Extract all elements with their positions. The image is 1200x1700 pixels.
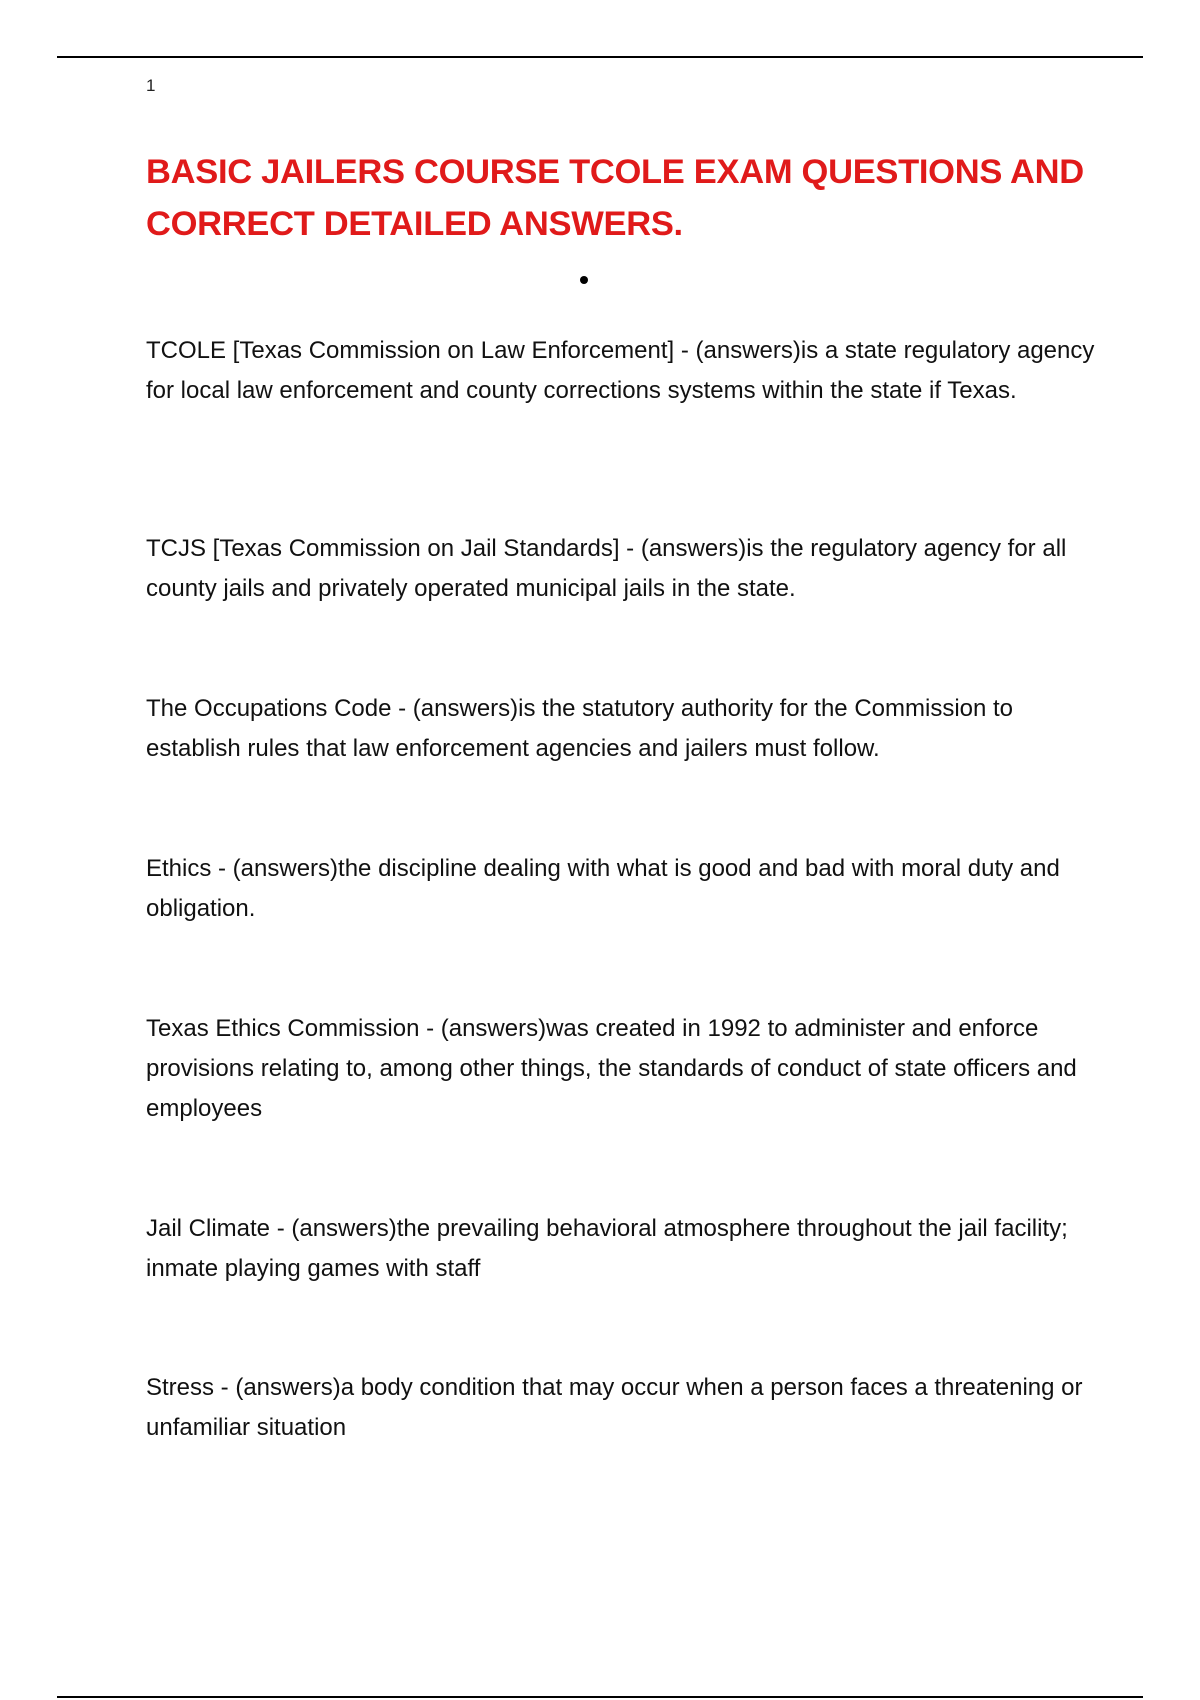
- qa-entry-tcjs: TCJS [Texas Commission on Jail Standards] - (answers)is the regulatory agency for all county jails and privately operated municipal jails in the state.: [146, 535, 1067, 602]
- qa-entry-texas-ethics-commission: Texas Ethics Commission - (answers)was created in 1992 to administer and enforce provisions relating to, among other things, the standards of conduct of state officers and employees: [146, 1015, 1077, 1122]
- document-title: BASIC JAILERS COURSE TCOLE EXAM QUESTIONS AND CORRECT DETAILED ANSWERS.: [146, 153, 1084, 243]
- top-rule: [57, 56, 1143, 58]
- qa-entry-stress: Stress - (answers)a body condition that may occur when a person faces a threatening or unfamiliar situation: [146, 1374, 1083, 1441]
- page-number: 1: [146, 76, 156, 95]
- bottom-rule: [57, 1696, 1143, 1698]
- qa-entry-tcole: TCOLE [Texas Commission on Law Enforcement] - (answers)is a state regulatory agency for local law enforcement and county corrections systems within the state if Texas.: [146, 337, 1095, 404]
- qa-entry-occupations-code: The Occupations Code - (answers)is the statutory authority for the Commission to establish rules that law enforcement agencies and jailers must follow.: [146, 695, 1014, 762]
- bullet-dot: [580, 276, 588, 284]
- qa-entry-jail-climate: Jail Climate - (answers)the prevailing behavioral atmosphere throughout the jail facility; inmate playing games with staff: [146, 1215, 1068, 1282]
- qa-entry-ethics: Ethics - (answers)the discipline dealing with what is good and bad with moral duty and obligation.: [146, 855, 1060, 922]
